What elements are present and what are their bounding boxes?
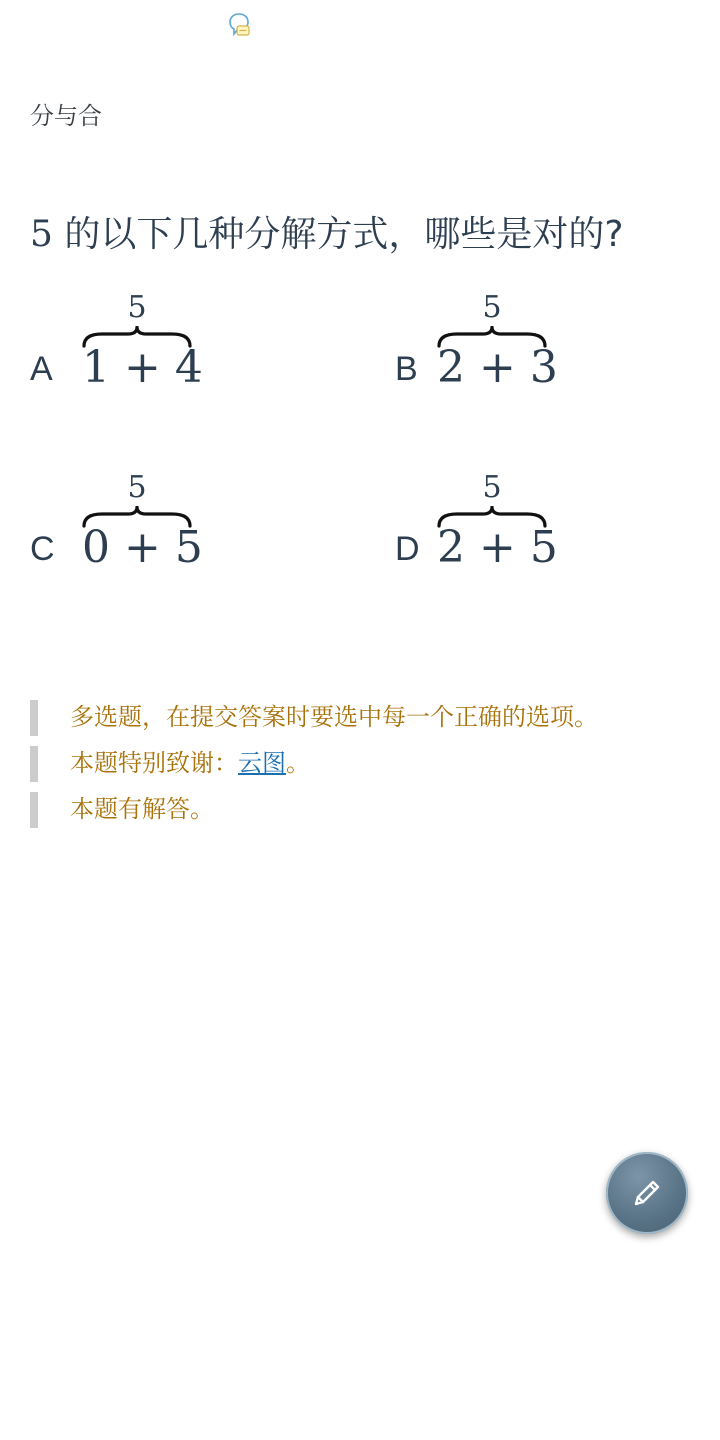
question-text: 的以下几种分解方式，哪些是对的? (52, 214, 624, 255)
thanks-note (30, 746, 680, 782)
breadcrumb[interactable]: 分与合 (30, 102, 102, 130)
multi-choice-note (30, 700, 680, 736)
decomposition-formula (82, 290, 202, 410)
multi-choice-text: 多选题，在提交答案时要选中每一个正确的选项。 (70, 703, 598, 731)
option-a[interactable] (30, 290, 330, 410)
decomposition-formula (437, 470, 557, 590)
option-c[interactable] (30, 470, 330, 590)
notes-section (30, 700, 680, 838)
expression: 0 + 5 (82, 522, 203, 573)
has-answer-note (30, 792, 680, 828)
total-value: 5 (482, 470, 502, 505)
expression: 2 + 3 (437, 342, 558, 393)
option-letter: B (395, 350, 418, 388)
decomposition-formula (437, 290, 557, 410)
pencil-icon (629, 1175, 665, 1211)
thanks-suffix: 。 (286, 749, 310, 777)
has-answer-text: 本题有解答。 (70, 795, 214, 823)
total-value: 5 (127, 470, 147, 505)
option-d[interactable] (395, 470, 695, 590)
thanks-prefix: 本题特别致谢： (70, 749, 238, 777)
option-letter: A (30, 350, 53, 388)
total-value: 5 (482, 290, 502, 325)
option-letter: D (395, 530, 420, 568)
question-number: 5 (30, 214, 53, 255)
option-letter: C (30, 530, 55, 568)
total-value: 5 (127, 290, 147, 325)
expression: 1 + 4 (82, 342, 203, 393)
edit-fab-button[interactable] (606, 1152, 688, 1234)
options-grid (0, 0, 720, 600)
decomposition-formula (82, 470, 202, 590)
expression: 2 + 5 (437, 522, 558, 573)
option-b[interactable] (395, 290, 695, 410)
contributor-link[interactable]: 云图 (238, 749, 286, 777)
